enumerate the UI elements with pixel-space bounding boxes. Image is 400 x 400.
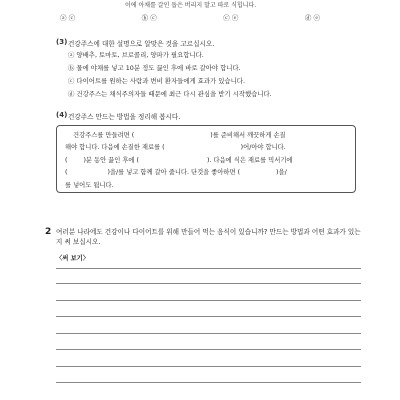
writing-line[interactable] (56, 382, 361, 383)
writing-line[interactable] (56, 349, 361, 350)
option-3[interactable]: ⓒ ⓔ (223, 14, 239, 22)
previous-step-text: 이에 아채를 갈인 돕은 버리지 말고 따로 식힙니다. (125, 2, 257, 9)
q4-line-4[interactable]: ( )을/를 넣고 함께 갈아 줍니다. 단것을 좋아하면 ( )을/ (65, 169, 287, 177)
q4-prompt: 건강주스 만드는 방법을 정리해 봅시다. (68, 113, 181, 121)
q3-prompt: 건강주스에 대한 설명으로 알맞은 것을 고르십시오. (68, 40, 215, 48)
writing-line[interactable] (56, 300, 361, 301)
q2-prompt: 여러분 나라에도 건강이나 다이어트를 위해 만들어 먹는 음식이 있습니까? 만드는 방법과 어떤 효과가 있는지 써 보십시오. (56, 228, 361, 246)
option-1[interactable]: ⓐ ⓒ (60, 14, 76, 22)
q4-fill-in-box (56, 125, 356, 193)
q4-line-2[interactable]: 해야 합니다. 다음에 손질한 재료를 ( )어/아야 합니다. (65, 144, 286, 152)
writing-line[interactable] (56, 283, 361, 284)
writing-line[interactable] (56, 268, 361, 269)
option-2[interactable]: ⓑ ⓒ (141, 14, 157, 22)
q3-number: (3) (56, 38, 68, 46)
q2-number: 2 (45, 227, 52, 237)
writing-line[interactable] (56, 366, 361, 367)
q4-line-3[interactable]: ( )분 동안 끓인 후에 ( ). 다음에 식은 재료를 믹서기에 (65, 156, 293, 164)
q3-choice-a[interactable]: ⓐ 양배추, 토마토, 브로콜리, 양파가 필요합니다. (68, 51, 204, 59)
answer-options (60, 13, 320, 22)
q4-line-1[interactable]: 건강주스를 만들려면 ( )를 준비해서 깨끗하게 손질 (65, 132, 286, 139)
q3-choice-d[interactable]: ⓓ 건강주스는 채식주의자들 때문에 최근 다시 관심을 받기 시작했습니다. (68, 90, 272, 98)
q4-line-5[interactable]: 를 넣어도 됩니다. (65, 181, 114, 189)
writing-line[interactable] (56, 333, 361, 334)
option-4[interactable]: ⓓ ⓔ (304, 14, 320, 22)
writing-line[interactable] (56, 316, 361, 317)
example-label: 〈써 보기〉 (56, 255, 90, 262)
q4-number: (4) (56, 111, 68, 119)
q3-choice-b[interactable]: ⓑ 물에 야채를 넣고 10분 정도 끓인 후에 바로 갈아야 합니다. (68, 64, 241, 72)
q3-choice-c[interactable]: ⓒ 다이어트를 원하는 사람과 변비 환자들에게 효과가 있습니다. (68, 77, 245, 85)
